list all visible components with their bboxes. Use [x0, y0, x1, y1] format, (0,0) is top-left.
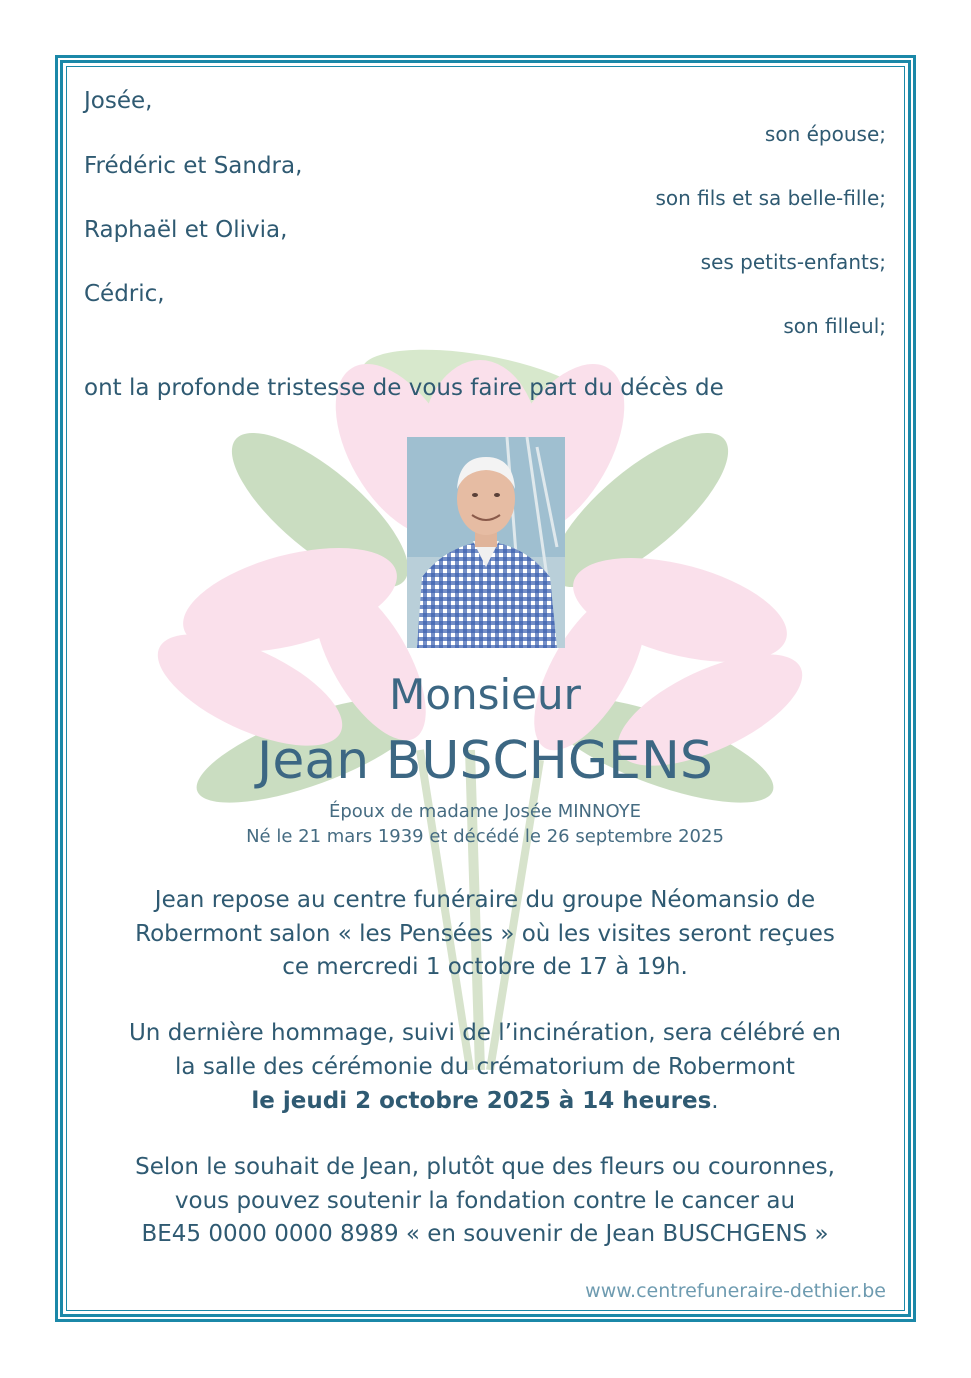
donation-line-3: BE45 0000 0000 8989 « en souvenir de Jean BUSCHGENS » — [141, 1221, 829, 1247]
repose-line-1: Jean repose au centre funéraire du groupe Néomansio de — [154, 887, 816, 913]
family-name-1: Josée, — [84, 88, 153, 114]
announcement-intro: ont la profonde tristesse de vous faire part du décès de — [84, 375, 724, 401]
family-name-2: Frédéric et Sandra, — [84, 153, 303, 179]
website-link[interactable]: www.centrefuneraire-dethier.be — [585, 1280, 886, 1302]
dates-line: Né le 21 mars 1939 et décédé le 26 septembre 2025 — [246, 826, 724, 847]
donation-line-1: Selon le souhait de Jean, plutôt que des fleurs ou couronnes, — [135, 1154, 835, 1180]
spouse-line: Époux de madame Josée MINNOYE — [328, 801, 642, 822]
honorific-title: Monsieur — [389, 670, 581, 719]
family-relation-2: son fils et sa belle-fille; — [655, 186, 886, 210]
family-relation-4: son filleul; — [783, 314, 886, 338]
ceremony-date: le jeudi 2 octobre 2025 à 14 heures — [251, 1088, 712, 1114]
deceased-name: Jean BUSCHGENS — [257, 731, 713, 791]
ceremony-line-2: la salle des cérémonie du crématorium de Robermont — [175, 1054, 795, 1080]
donation-line-2: vous pouvez soutenir la fondation contre le cancer au — [174, 1188, 796, 1214]
ceremony-date-period: . — [711, 1088, 719, 1114]
repose-line-3: ce mercredi 1 octobre de 17 à 19h. — [282, 954, 688, 980]
deceased-portrait — [407, 437, 565, 648]
notice-content — [84, 0, 886, 1378]
repose-line-2: Robermont salon « les Pensées » où les visites seront reçues — [135, 921, 835, 947]
ceremony-line-1: Un dernière hommage, suivi de l’incinération, sera célébré en — [128, 1020, 842, 1046]
family-relation-3: ses petits-enfants; — [700, 250, 886, 274]
family-relation-1: son épouse; — [764, 122, 886, 146]
ceremony-date-line — [84, 1085, 886, 1119]
family-name-4: Cédric, — [84, 281, 165, 307]
family-name-3: Raphaël et Olivia, — [84, 217, 288, 243]
